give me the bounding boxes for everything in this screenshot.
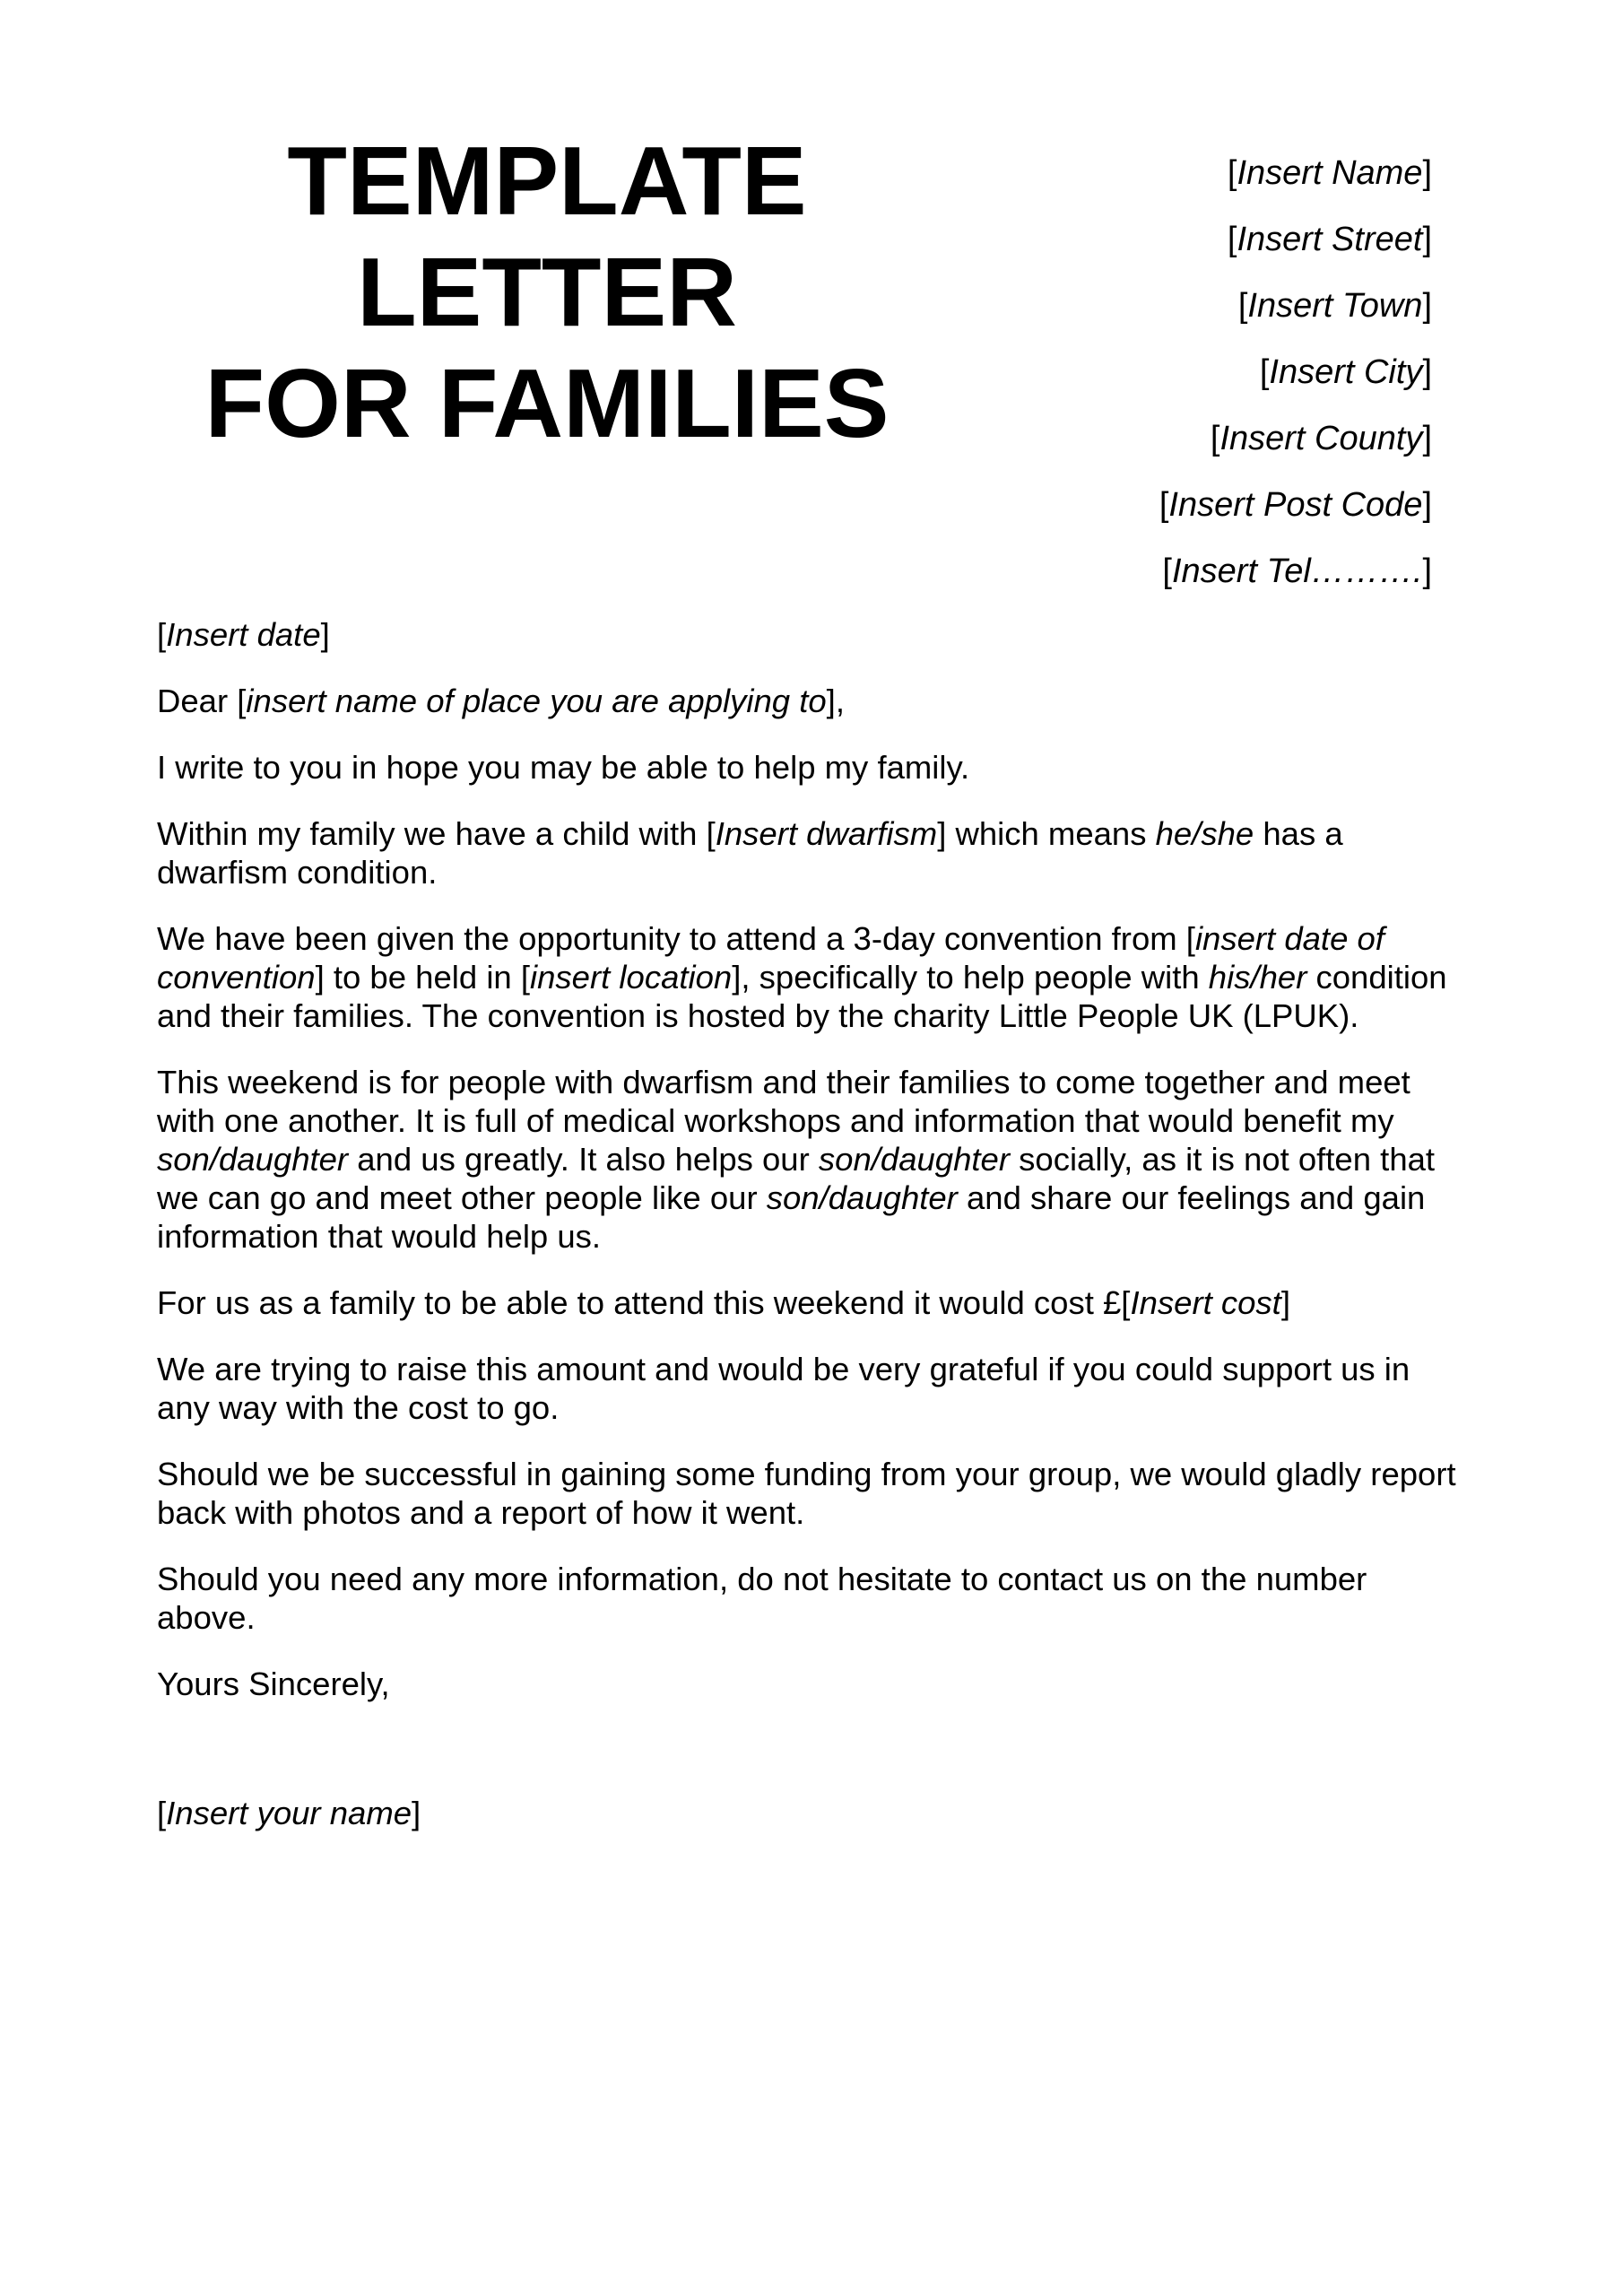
paragraph-cost: For us as a family to be able to attend this weekend it would cost £[Insert cost] bbox=[157, 1284, 1290, 1321]
letter-body bbox=[157, 615, 1471, 1860]
paragraph-convention: We have been given the opportunity to attend a 3-day convention from [insert date of convention] to be held in [insert location], specifically to help people with his/her condition and their families. The convention is hosted by the charity Little People UK (LPUK). bbox=[157, 920, 1447, 1034]
paragraph-report-back: Should we be successful in gaining some funding from your group, we would gladly report back with photos and a report of how it went. bbox=[157, 1456, 1456, 1531]
paragraph-condition: Within my family we have a child with [Insert dwarfism] which means he/she has a dwarfism condition. bbox=[157, 815, 1343, 891]
title-line-1: TEMPLATE LETTER bbox=[287, 126, 807, 347]
letter-salutation: Dear [insert name of place you are applying to], bbox=[157, 683, 845, 719]
paragraph-intro: I write to you in hope you may be able to help my family. bbox=[157, 749, 970, 786]
address-telephone: [Insert Tel……….] bbox=[1162, 552, 1432, 590]
paragraph-fundraising: We are trying to raise this amount and would be very grateful if you could support us in any way with the cost to go. bbox=[157, 1351, 1410, 1426]
sender-address-block bbox=[804, 152, 1432, 617]
title-line-2: FOR FAMILIES bbox=[204, 349, 890, 458]
address-county: [Insert County] bbox=[1210, 420, 1432, 457]
letter-closing: Yours Sincerely, bbox=[157, 1665, 390, 1702]
address-name: [Insert Name] bbox=[1227, 154, 1432, 192]
letter-date: [Insert date] bbox=[157, 616, 330, 653]
address-city: [Insert City] bbox=[1259, 353, 1432, 391]
address-town: [Insert Town] bbox=[1237, 287, 1432, 325]
paragraph-weekend: This weekend is for people with dwarfism and their families to come together and meet with one another. It is full of medical workshops and information that would benefit my son/daughter and us greatly. It also helps our son/daughter socially, as it is not often that we can go and meet other people like our son/daughter and share our feelings and gain information that would help us. bbox=[157, 1064, 1436, 1255]
letter-signature: [Insert your name] bbox=[157, 1795, 421, 1831]
paragraph-contact: Should you need any more information, do not hesitate to contact us on the number above. bbox=[157, 1561, 1367, 1636]
address-street: [Insert Street] bbox=[1227, 221, 1432, 258]
address-post-code: [Insert Post Code] bbox=[1159, 486, 1432, 524]
